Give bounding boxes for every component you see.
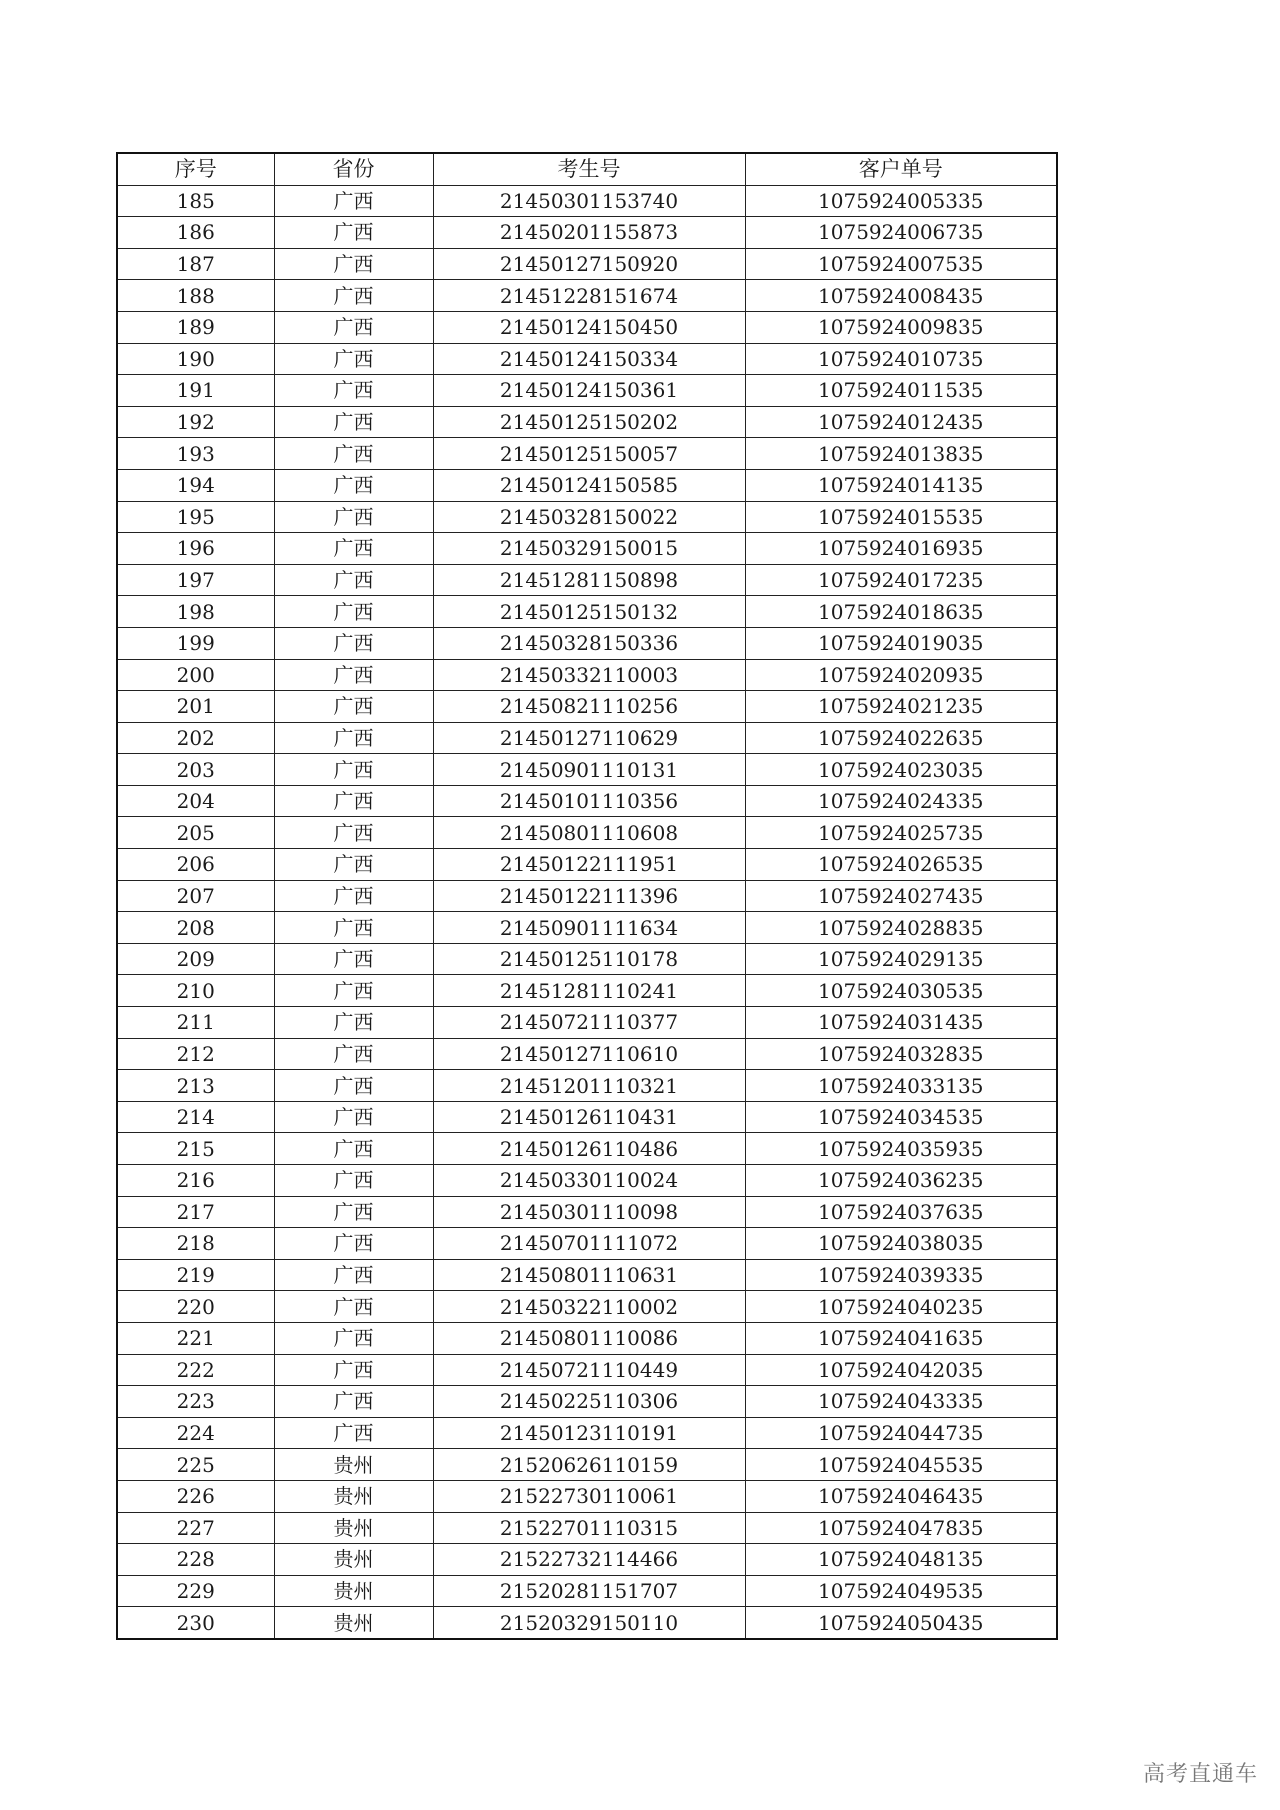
table-row bbox=[117, 1291, 1057, 1323]
row-index: 212 bbox=[117, 1038, 274, 1070]
row-index: 201 bbox=[117, 691, 274, 723]
row-province: 广西 bbox=[274, 754, 433, 786]
table-row bbox=[117, 469, 1057, 501]
row-index: 211 bbox=[117, 1007, 274, 1039]
row-index: 219 bbox=[117, 1259, 274, 1291]
row-order-number: 1075924007535 bbox=[745, 248, 1057, 280]
row-index: 193 bbox=[117, 438, 274, 470]
table-row bbox=[117, 1007, 1057, 1039]
row-order-number: 1075924005335 bbox=[745, 185, 1057, 217]
row-order-number: 1075924025735 bbox=[745, 817, 1057, 849]
row-province: 广西 bbox=[274, 1038, 433, 1070]
row-province: 广西 bbox=[274, 1354, 433, 1386]
row-exam-id: 21450328150022 bbox=[433, 501, 745, 533]
row-province: 广西 bbox=[274, 311, 433, 343]
row-index: 190 bbox=[117, 343, 274, 375]
row-exam-id: 21450330110024 bbox=[433, 1165, 745, 1197]
table-row bbox=[117, 1449, 1057, 1481]
row-province: 广西 bbox=[274, 1196, 433, 1228]
row-exam-id: 21450127110610 bbox=[433, 1038, 745, 1070]
row-index: 229 bbox=[117, 1575, 274, 1607]
row-province: 广西 bbox=[274, 1101, 433, 1133]
table-row bbox=[117, 1417, 1057, 1449]
table-row bbox=[117, 943, 1057, 975]
table-row bbox=[117, 1354, 1057, 1386]
row-province: 广西 bbox=[274, 248, 433, 280]
table-row bbox=[117, 659, 1057, 691]
row-exam-id: 21450122111951 bbox=[433, 849, 745, 881]
row-exam-id: 21450801110086 bbox=[433, 1322, 745, 1354]
table-row bbox=[117, 596, 1057, 628]
row-exam-id: 21450801110608 bbox=[433, 817, 745, 849]
row-order-number: 1075924036235 bbox=[745, 1165, 1057, 1197]
row-province: 广西 bbox=[274, 280, 433, 312]
row-order-number: 1075924039335 bbox=[745, 1259, 1057, 1291]
table-row bbox=[117, 691, 1057, 723]
row-province: 广西 bbox=[274, 627, 433, 659]
data-table bbox=[116, 152, 1058, 1640]
row-province: 广西 bbox=[274, 406, 433, 438]
row-order-number: 1075924043335 bbox=[745, 1386, 1057, 1418]
row-province: 广西 bbox=[274, 1007, 433, 1039]
row-index: 206 bbox=[117, 849, 274, 881]
row-order-number: 1075924029135 bbox=[745, 943, 1057, 975]
row-order-number: 1075924038035 bbox=[745, 1228, 1057, 1260]
row-index: 197 bbox=[117, 564, 274, 596]
row-index: 223 bbox=[117, 1386, 274, 1418]
row-exam-id: 21450322110002 bbox=[433, 1291, 745, 1323]
row-exam-id: 21451201110321 bbox=[433, 1070, 745, 1102]
table-row bbox=[117, 217, 1057, 249]
row-order-number: 1075924011535 bbox=[745, 375, 1057, 407]
header-province: 省份 bbox=[274, 153, 433, 185]
row-index: 228 bbox=[117, 1544, 274, 1576]
row-order-number: 1075924046435 bbox=[745, 1480, 1057, 1512]
row-index: 198 bbox=[117, 596, 274, 628]
row-index: 196 bbox=[117, 533, 274, 565]
row-exam-id: 21450201155873 bbox=[433, 217, 745, 249]
header-row bbox=[117, 153, 1057, 185]
row-province: 广西 bbox=[274, 722, 433, 754]
row-index: 216 bbox=[117, 1165, 274, 1197]
table-row bbox=[117, 1386, 1057, 1418]
row-order-number: 1075924018635 bbox=[745, 596, 1057, 628]
row-order-number: 1075924027435 bbox=[745, 880, 1057, 912]
row-exam-id: 21450126110431 bbox=[433, 1101, 745, 1133]
table-row bbox=[117, 1133, 1057, 1165]
row-exam-id: 21450225110306 bbox=[433, 1386, 745, 1418]
row-province: 贵州 bbox=[274, 1449, 433, 1481]
table-row bbox=[117, 754, 1057, 786]
row-province: 广西 bbox=[274, 533, 433, 565]
row-province: 广西 bbox=[274, 596, 433, 628]
row-index: 208 bbox=[117, 912, 274, 944]
row-order-number: 1075924008435 bbox=[745, 280, 1057, 312]
row-order-number: 1075924015535 bbox=[745, 501, 1057, 533]
row-index: 222 bbox=[117, 1354, 274, 1386]
row-order-number: 1075924016935 bbox=[745, 533, 1057, 565]
row-province: 广西 bbox=[274, 438, 433, 470]
table-row bbox=[117, 849, 1057, 881]
table-row bbox=[117, 501, 1057, 533]
table-row bbox=[117, 785, 1057, 817]
row-exam-id: 21522732114466 bbox=[433, 1544, 745, 1576]
table-row bbox=[117, 817, 1057, 849]
row-exam-id: 21450125150057 bbox=[433, 438, 745, 470]
row-exam-id: 21450124150361 bbox=[433, 375, 745, 407]
row-index: 205 bbox=[117, 817, 274, 849]
table-row bbox=[117, 912, 1057, 944]
table-row bbox=[117, 1228, 1057, 1260]
row-province: 广西 bbox=[274, 1133, 433, 1165]
row-province: 广西 bbox=[274, 785, 433, 817]
row-province: 广西 bbox=[274, 217, 433, 249]
row-order-number: 1075924017235 bbox=[745, 564, 1057, 596]
table-row bbox=[117, 564, 1057, 596]
row-province: 广西 bbox=[274, 1386, 433, 1418]
row-index: 203 bbox=[117, 754, 274, 786]
row-exam-id: 21520281151707 bbox=[433, 1575, 745, 1607]
row-index: 230 bbox=[117, 1607, 274, 1639]
row-index: 185 bbox=[117, 185, 274, 217]
row-province: 广西 bbox=[274, 880, 433, 912]
table-row bbox=[117, 406, 1057, 438]
row-order-number: 1075924020935 bbox=[745, 659, 1057, 691]
row-province: 贵州 bbox=[274, 1607, 433, 1639]
row-index: 200 bbox=[117, 659, 274, 691]
row-index: 209 bbox=[117, 943, 274, 975]
row-province: 广西 bbox=[274, 564, 433, 596]
row-index: 221 bbox=[117, 1322, 274, 1354]
table-row bbox=[117, 438, 1057, 470]
table-row bbox=[117, 343, 1057, 375]
row-index: 186 bbox=[117, 217, 274, 249]
row-province: 广西 bbox=[274, 1322, 433, 1354]
table-row bbox=[117, 975, 1057, 1007]
row-order-number: 1075924048135 bbox=[745, 1544, 1057, 1576]
row-order-number: 1075924049535 bbox=[745, 1575, 1057, 1607]
row-index: 187 bbox=[117, 248, 274, 280]
table-row bbox=[117, 533, 1057, 565]
row-province: 广西 bbox=[274, 375, 433, 407]
row-order-number: 1075924031435 bbox=[745, 1007, 1057, 1039]
row-province: 广西 bbox=[274, 469, 433, 501]
table-row bbox=[117, 722, 1057, 754]
row-exam-id: 21451281110241 bbox=[433, 975, 745, 1007]
row-province: 广西 bbox=[274, 691, 433, 723]
row-index: 213 bbox=[117, 1070, 274, 1102]
row-exam-id: 21450126110486 bbox=[433, 1133, 745, 1165]
row-index: 217 bbox=[117, 1196, 274, 1228]
row-order-number: 1075924042035 bbox=[745, 1354, 1057, 1386]
row-order-number: 1075924047835 bbox=[745, 1512, 1057, 1544]
row-index: 225 bbox=[117, 1449, 274, 1481]
row-order-number: 1075924028835 bbox=[745, 912, 1057, 944]
row-exam-id: 21450332110003 bbox=[433, 659, 745, 691]
table-row bbox=[117, 1101, 1057, 1133]
row-index: 192 bbox=[117, 406, 274, 438]
table-row bbox=[117, 1322, 1057, 1354]
row-exam-id: 21450124150334 bbox=[433, 343, 745, 375]
row-order-number: 1075924010735 bbox=[745, 343, 1057, 375]
row-order-number: 1075924021235 bbox=[745, 691, 1057, 723]
row-province: 贵州 bbox=[274, 1544, 433, 1576]
table-row bbox=[117, 1575, 1057, 1607]
row-exam-id: 21451281150898 bbox=[433, 564, 745, 596]
row-order-number: 1075924019035 bbox=[745, 627, 1057, 659]
row-province: 广西 bbox=[274, 1165, 433, 1197]
row-exam-id: 21450821110256 bbox=[433, 691, 745, 723]
row-province: 广西 bbox=[274, 849, 433, 881]
row-order-number: 1075924023035 bbox=[745, 754, 1057, 786]
row-order-number: 1075924032835 bbox=[745, 1038, 1057, 1070]
row-index: 215 bbox=[117, 1133, 274, 1165]
row-index: 189 bbox=[117, 311, 274, 343]
row-order-number: 1075924045535 bbox=[745, 1449, 1057, 1481]
row-index: 226 bbox=[117, 1480, 274, 1512]
row-index: 220 bbox=[117, 1291, 274, 1323]
table-row bbox=[117, 185, 1057, 217]
table-row bbox=[117, 1070, 1057, 1102]
row-index: 218 bbox=[117, 1228, 274, 1260]
table-row bbox=[117, 248, 1057, 280]
row-province: 广西 bbox=[274, 659, 433, 691]
row-exam-id: 21522730110061 bbox=[433, 1480, 745, 1512]
row-exam-id: 21450901111634 bbox=[433, 912, 745, 944]
row-province: 广西 bbox=[274, 1291, 433, 1323]
table-row bbox=[117, 1480, 1057, 1512]
row-exam-id: 21450127110629 bbox=[433, 722, 745, 754]
row-exam-id: 21450125150202 bbox=[433, 406, 745, 438]
row-exam-id: 21520329150110 bbox=[433, 1607, 745, 1639]
row-exam-id: 21450125110178 bbox=[433, 943, 745, 975]
row-exam-id: 21450124150585 bbox=[433, 469, 745, 501]
row-exam-id: 21450721110377 bbox=[433, 1007, 745, 1039]
row-province: 广西 bbox=[274, 975, 433, 1007]
row-province: 贵州 bbox=[274, 1575, 433, 1607]
table-row bbox=[117, 1259, 1057, 1291]
row-exam-id: 21522701110315 bbox=[433, 1512, 745, 1544]
table-row bbox=[117, 311, 1057, 343]
row-exam-id: 21450301153740 bbox=[433, 185, 745, 217]
row-province: 广西 bbox=[274, 501, 433, 533]
header-index: 序号 bbox=[117, 153, 274, 185]
row-order-number: 1075924041635 bbox=[745, 1322, 1057, 1354]
row-order-number: 1075924050435 bbox=[745, 1607, 1057, 1639]
row-order-number: 1075924035935 bbox=[745, 1133, 1057, 1165]
row-index: 207 bbox=[117, 880, 274, 912]
table-row bbox=[117, 1038, 1057, 1070]
row-exam-id: 21450124150450 bbox=[433, 311, 745, 343]
table-row bbox=[117, 280, 1057, 312]
row-exam-id: 21450127150920 bbox=[433, 248, 745, 280]
row-order-number: 1075924040235 bbox=[745, 1291, 1057, 1323]
row-order-number: 1075924006735 bbox=[745, 217, 1057, 249]
row-exam-id: 21450328150336 bbox=[433, 627, 745, 659]
row-index: 224 bbox=[117, 1417, 274, 1449]
watermark-text: 高考直通车 bbox=[1142, 1762, 1258, 1787]
row-province: 广西 bbox=[274, 1417, 433, 1449]
row-order-number: 1075924033135 bbox=[745, 1070, 1057, 1102]
row-exam-id: 21450701111072 bbox=[433, 1228, 745, 1260]
row-index: 202 bbox=[117, 722, 274, 754]
row-exam-id: 21450329150015 bbox=[433, 533, 745, 565]
row-exam-id: 21450901110131 bbox=[433, 754, 745, 786]
row-index: 188 bbox=[117, 280, 274, 312]
table-row bbox=[117, 1544, 1057, 1576]
row-exam-id: 21451228151674 bbox=[433, 280, 745, 312]
row-province: 贵州 bbox=[274, 1480, 433, 1512]
header-order-number: 客户单号 bbox=[745, 153, 1057, 185]
table-row bbox=[117, 1165, 1057, 1197]
row-order-number: 1075924012435 bbox=[745, 406, 1057, 438]
row-index: 227 bbox=[117, 1512, 274, 1544]
row-province: 广西 bbox=[274, 943, 433, 975]
row-province: 贵州 bbox=[274, 1512, 433, 1544]
row-order-number: 1075924009835 bbox=[745, 311, 1057, 343]
row-index: 199 bbox=[117, 627, 274, 659]
row-order-number: 1075924022635 bbox=[745, 722, 1057, 754]
row-index: 204 bbox=[117, 785, 274, 817]
table-row bbox=[117, 375, 1057, 407]
row-exam-id: 21450101110356 bbox=[433, 785, 745, 817]
row-order-number: 1075924037635 bbox=[745, 1196, 1057, 1228]
row-exam-id: 21450122111396 bbox=[433, 880, 745, 912]
header-exam-id: 考生号 bbox=[433, 153, 745, 185]
row-exam-id: 21450801110631 bbox=[433, 1259, 745, 1291]
row-province: 广西 bbox=[274, 1228, 433, 1260]
row-order-number: 1075924044735 bbox=[745, 1417, 1057, 1449]
row-order-number: 1075924014135 bbox=[745, 469, 1057, 501]
row-index: 214 bbox=[117, 1101, 274, 1133]
row-province: 广西 bbox=[274, 343, 433, 375]
row-index: 194 bbox=[117, 469, 274, 501]
row-index: 210 bbox=[117, 975, 274, 1007]
row-province: 广西 bbox=[274, 1259, 433, 1291]
table-row bbox=[117, 627, 1057, 659]
row-province: 广西 bbox=[274, 912, 433, 944]
table-row bbox=[117, 880, 1057, 912]
row-exam-id: 21450125150132 bbox=[433, 596, 745, 628]
row-exam-id: 21450301110098 bbox=[433, 1196, 745, 1228]
row-index: 195 bbox=[117, 501, 274, 533]
table-row bbox=[117, 1196, 1057, 1228]
table-row bbox=[117, 1512, 1057, 1544]
row-order-number: 1075924026535 bbox=[745, 849, 1057, 881]
row-exam-id: 21520626110159 bbox=[433, 1449, 745, 1481]
table-row bbox=[117, 1607, 1057, 1639]
row-province: 广西 bbox=[274, 817, 433, 849]
row-exam-id: 21450123110191 bbox=[433, 1417, 745, 1449]
row-order-number: 1075924024335 bbox=[745, 785, 1057, 817]
row-order-number: 1075924013835 bbox=[745, 438, 1057, 470]
row-exam-id: 21450721110449 bbox=[433, 1354, 745, 1386]
row-order-number: 1075924030535 bbox=[745, 975, 1057, 1007]
row-province: 广西 bbox=[274, 1070, 433, 1102]
row-order-number: 1075924034535 bbox=[745, 1101, 1057, 1133]
row-index: 191 bbox=[117, 375, 274, 407]
row-province: 广西 bbox=[274, 185, 433, 217]
